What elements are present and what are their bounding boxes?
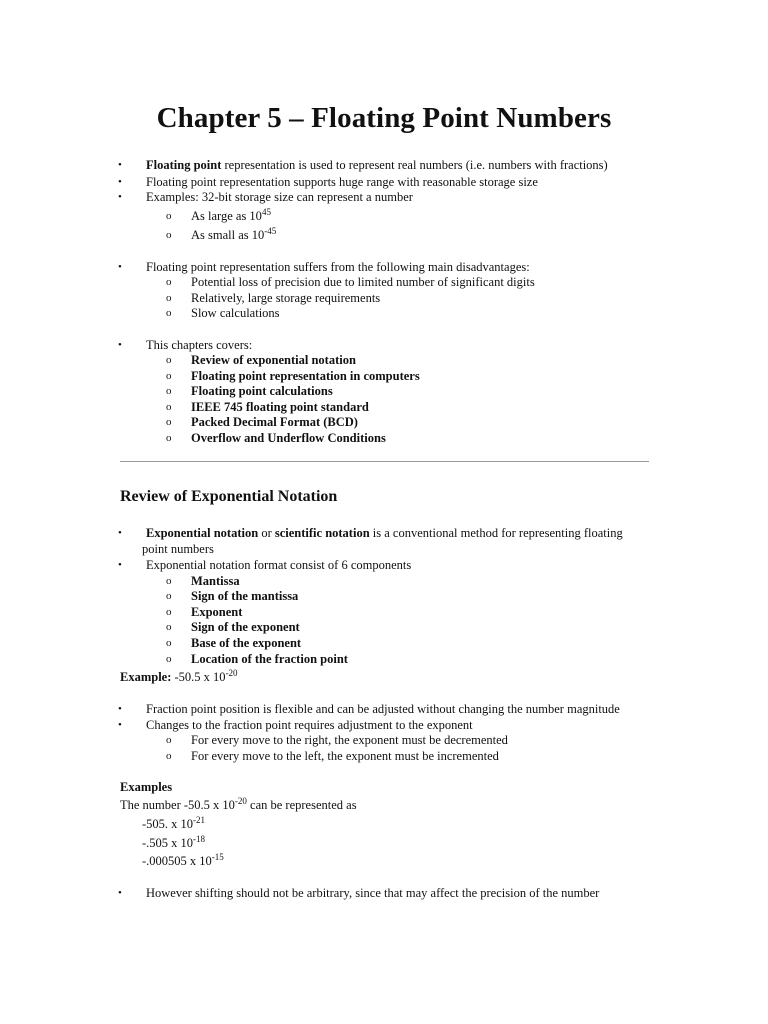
sub-bullet-marker: o — [166, 432, 172, 444]
text: can be represented as — [246, 798, 357, 812]
sub-bullet-marker: o — [166, 307, 172, 319]
example-value: -50.5 x 10 — [171, 670, 226, 684]
bullet-marker: • — [118, 339, 122, 351]
sub-bullet-marker: o — [166, 575, 172, 587]
exponent: -45 — [264, 226, 277, 236]
sub-list-item: For every move to the left, the exponent must be incremented — [191, 749, 499, 763]
sub-list-item: Location of the fraction point — [191, 652, 348, 666]
exponent: -20 — [234, 796, 247, 806]
list-item: However shifting should not be arbitrary, since that may affect the precision of the number — [146, 886, 600, 900]
bullet-marker: • — [118, 703, 122, 715]
sub-list-item: IEEE 745 floating point standard — [191, 400, 369, 414]
bullet-marker: • — [118, 261, 122, 273]
list-item — [146, 158, 608, 174]
bullet-marker: • — [118, 191, 122, 203]
text: -505. x 10 — [142, 817, 194, 831]
item-text: As large as 10 — [191, 209, 262, 223]
sub-list-item — [191, 228, 276, 244]
bullet-marker: • — [118, 719, 122, 731]
sub-list-item: Overflow and Underflow Conditions — [191, 431, 386, 445]
exponent: 45 — [261, 207, 271, 217]
sub-bullet-marker: o — [166, 734, 172, 746]
sub-bullet-marker: o — [166, 210, 172, 222]
sub-list-item: Sign of the mantissa — [191, 589, 299, 603]
sub-bullet-marker: o — [166, 385, 172, 397]
bullet-marker: • — [118, 527, 122, 539]
exponent: -21 — [193, 815, 206, 825]
list-item: Floating point representation supports huge range with reasonable storage size — [146, 175, 538, 189]
list-item — [146, 526, 623, 542]
sub-bullet-marker: o — [166, 416, 172, 428]
sub-bullet-marker: o — [166, 590, 172, 602]
representation-line — [142, 817, 205, 833]
bullet-marker: • — [118, 887, 122, 899]
text: -.505 x 10 — [142, 836, 194, 850]
paragraph — [120, 798, 357, 814]
item-text: representation is used to represent real numbers (i.e. numbers with fractions) — [221, 158, 608, 172]
sub-list-item: Mantissa — [191, 574, 240, 588]
bullet-marker: • — [118, 159, 122, 171]
sub-bullet-marker: o — [166, 750, 172, 762]
exponent: -15 — [211, 852, 224, 862]
text: -.000505 x 10 — [142, 854, 212, 868]
sub-bullet-marker: o — [166, 653, 172, 665]
sub-list-item: Floating point representation in computers — [191, 369, 420, 383]
item-text: is a conventional method for representing floating — [369, 526, 623, 540]
exponent: -20 — [225, 668, 238, 678]
sub-list-item: Base of the exponent — [191, 636, 302, 650]
list-item: Changes to the fraction point requires adjustment to the exponent — [146, 718, 473, 732]
example-label: Example: — [120, 670, 172, 684]
examples-heading: Examples — [120, 780, 173, 794]
sub-bullet-marker: o — [166, 637, 172, 649]
page-title: Chapter 5 – Floating Point Numbers — [156, 102, 612, 134]
list-item-continuation: point numbers — [142, 542, 214, 556]
list-item: Floating point representation suffers from the following main disadvantages: — [146, 260, 530, 274]
sub-bullet-marker: o — [166, 276, 172, 288]
sub-bullet-marker: o — [166, 621, 172, 633]
list-item: Examples: 32-bit storage size can represent a number — [146, 190, 413, 204]
bullet-marker: • — [118, 176, 122, 188]
sub-list-item: Relatively, large storage requirements — [191, 291, 381, 305]
sub-bullet-marker: o — [166, 606, 172, 618]
sub-list-item: Exponent — [191, 605, 243, 619]
list-item: Exponential notation format consist of 6 components — [146, 558, 412, 572]
sub-bullet-marker: o — [166, 370, 172, 382]
sub-list-item: Potential loss of precision due to limited number of significant digits — [191, 275, 535, 289]
sub-list-item: Sign of the exponent — [191, 620, 300, 634]
sub-bullet-marker: o — [166, 292, 172, 304]
sub-list-item — [191, 209, 271, 225]
sub-list-item: Packed Decimal Format (BCD) — [191, 415, 358, 429]
sub-bullet-marker: o — [166, 401, 172, 413]
section-heading: Review of Exponential Notation — [120, 488, 338, 505]
sub-bullet-marker: o — [166, 229, 172, 241]
text: The number -50.5 x 10 — [120, 798, 235, 812]
representation-line — [142, 854, 224, 870]
bullet-marker: • — [118, 559, 122, 571]
exponent: -18 — [193, 834, 206, 844]
item-text: As small as 10 — [191, 228, 265, 242]
representation-line — [142, 836, 205, 852]
sub-list-item: Floating point calculations — [191, 384, 333, 398]
item-text: or — [258, 526, 275, 540]
list-item: This chapters covers: — [146, 338, 253, 352]
bold-term: scientific notation — [274, 526, 370, 540]
bold-term: Floating point — [146, 158, 222, 172]
sub-list-item: Review of exponential notation — [191, 353, 356, 367]
example-line — [120, 670, 238, 686]
sub-list-item: Slow calculations — [191, 306, 280, 320]
sub-list-item: For every move to the right, the exponent must be decremented — [191, 733, 508, 747]
sub-bullet-marker: o — [166, 354, 172, 366]
horizontal-divider — [120, 461, 649, 462]
bold-term: Exponential notation — [146, 526, 259, 540]
list-item: Fraction point position is flexible and can be adjusted without changing the number magnitude — [146, 702, 620, 716]
